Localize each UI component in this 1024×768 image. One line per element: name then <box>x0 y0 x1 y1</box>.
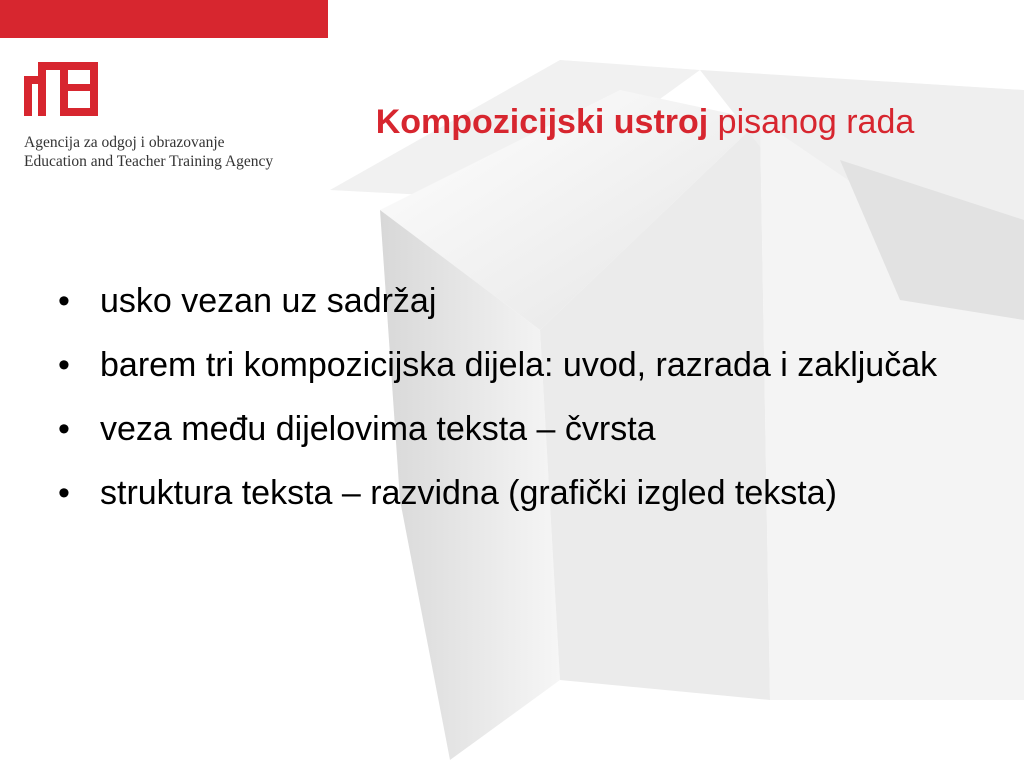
slide-title <box>330 102 960 142</box>
bullet-icon: • <box>58 474 70 512</box>
list-item-text: struktura teksta – razvidna (grafički izgled teksta) <box>100 474 837 512</box>
bullet-list <box>58 276 958 532</box>
list-item-text: veza među dijelovima teksta – čvrsta <box>100 410 656 448</box>
list-item <box>58 340 958 390</box>
list-item-text: barem tri kompozicijska dijela: uvod, razrada i zaključak <box>100 346 938 384</box>
bullet-icon: • <box>58 282 70 320</box>
agency-name-en: Education and Teacher Training Agency <box>24 153 274 170</box>
agency-logo <box>24 58 324 178</box>
slide-title-regular: pisanog rada <box>708 103 915 141</box>
agency-name-hr: Agencija za odgoj i obrazovanje <box>24 134 225 151</box>
list-item <box>58 468 958 518</box>
list-item-text: usko vezan uz sadržaj <box>100 282 437 320</box>
bullet-icon: • <box>58 410 70 448</box>
agency-logo-icon <box>24 58 102 116</box>
slide-title-bold: Kompozicijski ustroj <box>375 103 709 141</box>
list-item <box>58 404 958 454</box>
bullet-icon: • <box>58 346 70 384</box>
list-item <box>58 276 958 326</box>
top-red-bar <box>0 0 328 38</box>
